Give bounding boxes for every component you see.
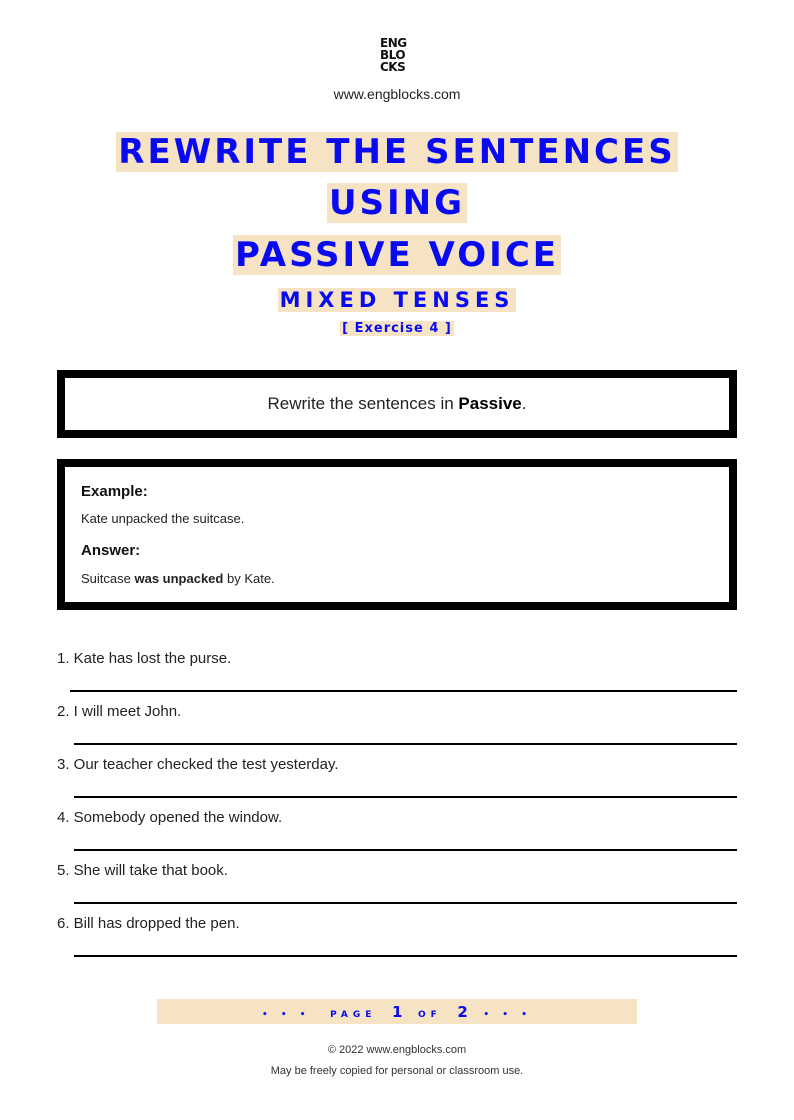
instruction-text: Rewrite the sentences in <box>267 394 459 413</box>
example-sentence: Kate unpacked the suitcase. <box>81 511 245 526</box>
answer-bold: was unpacked <box>134 571 224 586</box>
engblocks-logo <box>380 37 414 73</box>
question-3: 3. Our teacher checked the test yesterday. <box>57 756 339 773</box>
answer-line-1[interactable] <box>70 690 737 692</box>
page-indicator <box>157 999 637 1024</box>
title-text-1: REWRITE THE SENTENCES <box>118 132 676 172</box>
question-5: 5. She will take that book. <box>57 862 228 879</box>
exercise-label <box>0 319 794 338</box>
example-label: Example: <box>81 483 148 500</box>
instruction-period: . <box>521 394 527 413</box>
answer-line-4[interactable] <box>74 849 737 851</box>
question-2: 2. I will meet John. <box>57 703 182 720</box>
exercise-text: [ Exercise 4 ] <box>342 321 452 336</box>
answer-before: Suitcase <box>81 571 135 586</box>
of-word: OF <box>418 1010 442 1020</box>
answer-label: Answer: <box>81 542 141 559</box>
answer-after: by Kate. <box>223 571 275 586</box>
answer-line-2[interactable] <box>74 743 737 745</box>
dots-right: • • • <box>483 1010 532 1020</box>
copyright: © 2022 www.engblocks.com <box>327 1044 467 1056</box>
title-line-1 <box>0 131 794 173</box>
answer-line-5[interactable] <box>74 902 737 904</box>
page-total: 2 <box>457 1003 468 1021</box>
question-4: 4. Somebody opened the window. <box>57 809 283 826</box>
title-text-2: USING <box>328 183 466 223</box>
page-number: 1 <box>392 1003 403 1021</box>
question-1: 1. Kate has lost the purse. <box>57 650 232 667</box>
license-note: May be freely copied for personal or classroom use. <box>270 1065 524 1077</box>
logo-line-1: ENG <box>380 36 407 50</box>
answer-sentence <box>81 571 275 586</box>
subtitle-text: MIXED TENSES <box>279 288 515 312</box>
page-word: PAGE <box>330 1010 377 1020</box>
instruction-box <box>57 370 737 438</box>
site-url[interactable]: www.engblocks.com <box>333 86 461 102</box>
answer-line-3[interactable] <box>74 796 737 798</box>
dots-left: • • • <box>262 1010 311 1020</box>
title-line-3 <box>0 234 794 276</box>
logo-line-2: BLO <box>380 48 406 62</box>
instruction-bold: Passive <box>458 394 522 413</box>
title-text-3: PASSIVE VOICE <box>234 235 560 275</box>
logo-line-3: CKS <box>380 60 406 74</box>
example-box <box>57 459 737 610</box>
subtitle <box>0 286 794 314</box>
title-line-2 <box>0 182 794 224</box>
question-6: 6. Bill has dropped the pen. <box>57 915 240 932</box>
answer-line-6[interactable] <box>74 955 737 957</box>
